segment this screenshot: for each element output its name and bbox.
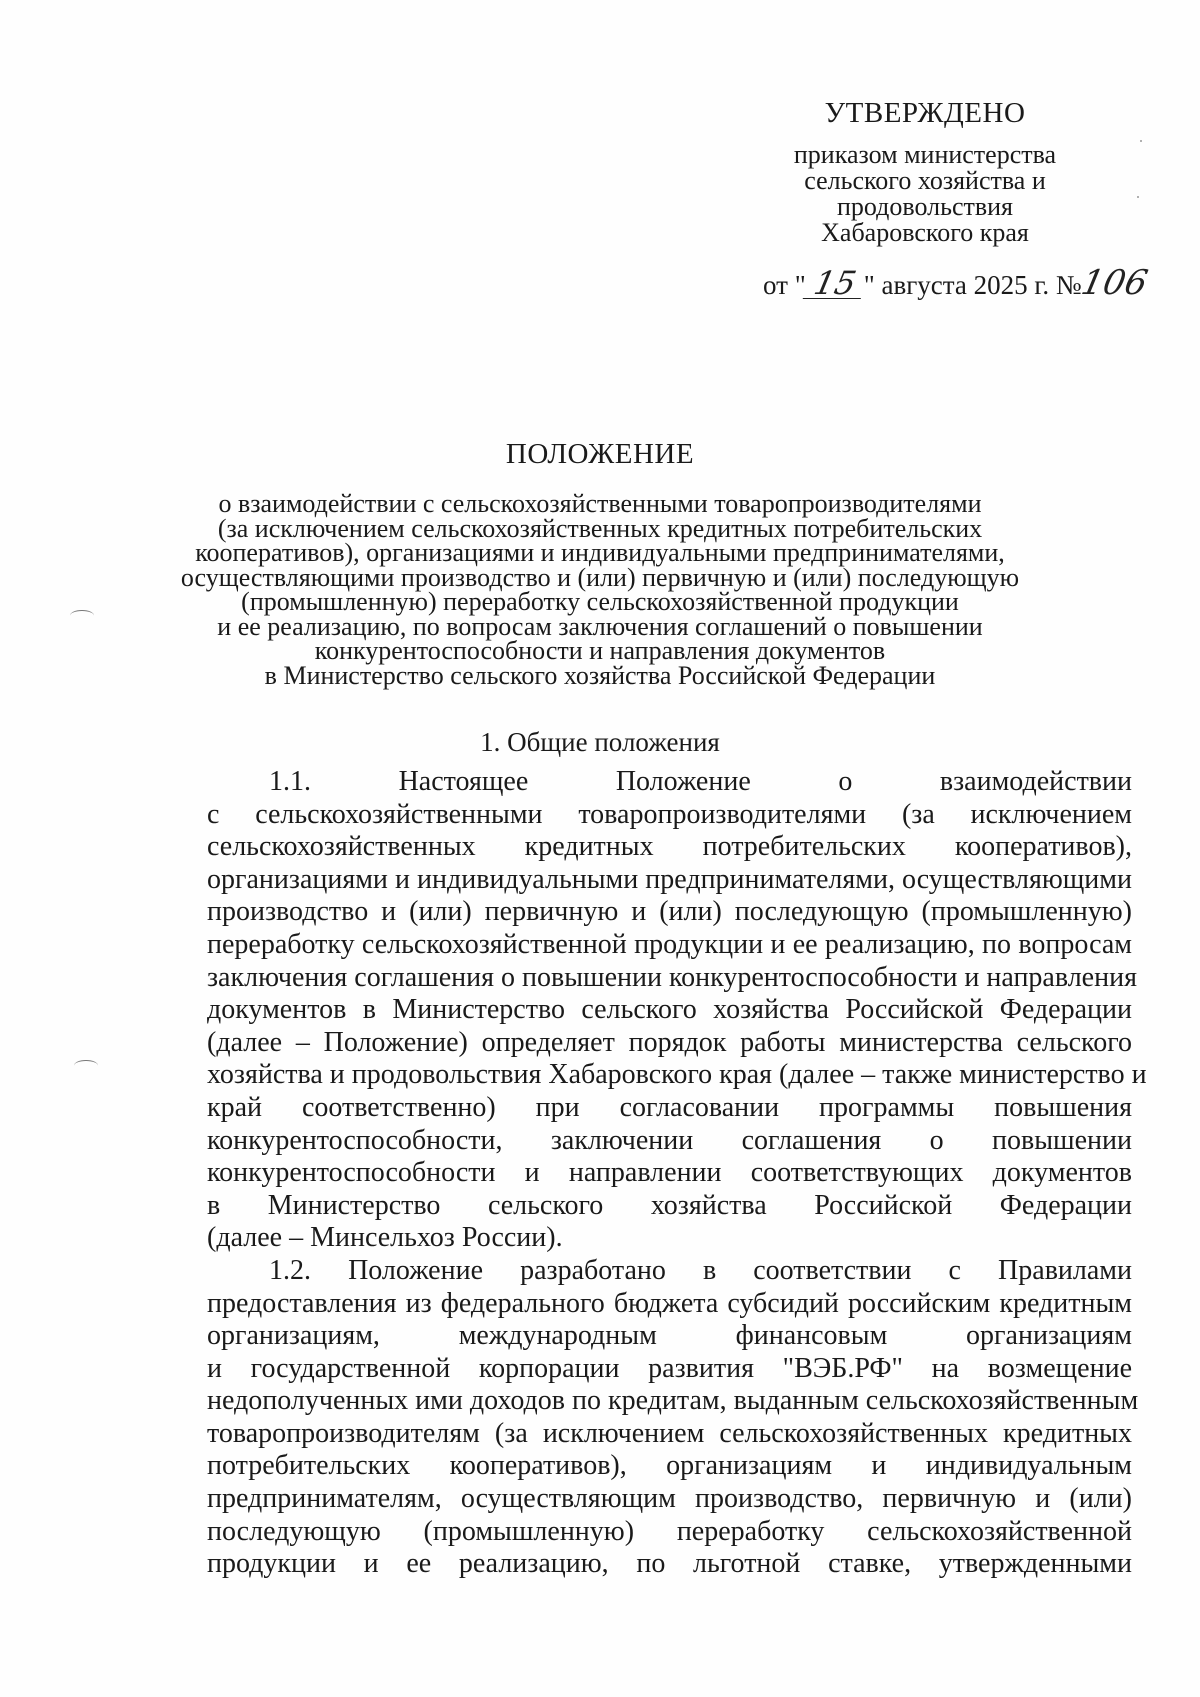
approval-line: Хабаровского края: [821, 218, 1029, 247]
scan-speck: [1140, 140, 1142, 142]
body-line: 1.1. Настоящее Положение о взаимодействии: [269, 766, 1132, 797]
document-body: [207, 766, 1147, 1581]
subtitle-line: осуществляющими производство и (или) первичную и (или) последующую: [180, 562, 1020, 592]
body-line: документов в Министерство сельского хозяйства Российской Федерации: [207, 994, 1132, 1026]
body-line: в Министерство сельского хозяйства Российской Федерации: [207, 1189, 1132, 1221]
body-line: предоставления из федерального бюджета субсидий российским кредитным: [207, 1287, 1132, 1319]
order-number-handwritten: 106: [1077, 263, 1151, 303]
approval-heading: УТВЕРЖДЕНО: [824, 97, 1026, 129]
body-line: заключения соглашения о повышении конкурентоспособности и направления: [207, 961, 1137, 993]
body-line: и государственной корпорации развития "ВЭБ.РФ" на возмещение: [207, 1352, 1132, 1384]
body-line: товаропроизводителям (за исключением сельскохозяйственных кредитных: [207, 1417, 1132, 1449]
body-line: предпринимателям, осуществляющим производство, первичную и (или): [207, 1483, 1132, 1515]
body-line: (далее – Положение) определяет порядок работы министерства сельского: [207, 1026, 1132, 1058]
body-line: 1.2. Положение разработано в соответствии с Правилами: [269, 1254, 1132, 1286]
body-line: организациями и индивидуальными предпринимателями, осуществляющими: [207, 863, 1132, 895]
scan-speck: [1137, 196, 1139, 198]
body-line: организациям, международным финансовым организациям: [207, 1320, 1132, 1352]
document-subtitle: [0, 489, 1200, 690]
order-day-handwritten: 15: [802, 268, 867, 299]
section-heading: 1. Общие положения: [480, 727, 720, 757]
body-line: потребительских кооперативов), организациям и индивидуальным: [207, 1450, 1132, 1482]
order-reference: [763, 263, 1151, 303]
body-line: конкурентоспособности, заключении соглашения о повышении: [207, 1124, 1132, 1156]
body-line: недополученных ими доходов по кредитам, выданным сельскохозяйственным: [207, 1385, 1139, 1417]
order-prefix: от ": [763, 270, 806, 300]
subtitle-line: (промышленную) переработку сельскохозяйственной продукции: [241, 587, 959, 616]
body-line: сельскохозяйственных кредитных потребительских кооперативов),: [207, 831, 1132, 863]
subtitle-line: и ее реализацию, по вопросам заключения соглашений о повышении: [217, 611, 983, 641]
body-line: производство и (или) первичную и (или) последующую (промышленную): [207, 896, 1132, 928]
body-line: конкурентоспособности и направлении соответствующих документов: [207, 1157, 1132, 1189]
subtitle-line: (за исключением сельскохозяйственных кредитных потребительских: [217, 513, 983, 543]
body-line: последующую (промышленную) переработку сельскохозяйственной: [207, 1515, 1132, 1547]
approval-line: приказом министерства: [793, 140, 1057, 169]
subtitle-line: конкурентоспособности и направления документов: [314, 636, 886, 665]
body-line: с сельскохозяйственными товаропроизводителями (за исключением: [207, 798, 1132, 830]
approval-block: [740, 97, 1110, 247]
subtitle-line: о взаимодействии с сельскохозяйственными товаропроизводителями: [218, 489, 982, 518]
scan-binding-mark: [70, 610, 94, 621]
document-title: ПОЛОЖЕНИЕ: [505, 438, 695, 470]
approval-line: сельского хозяйства и: [804, 166, 1046, 195]
approval-line: продовольствия: [836, 192, 1014, 221]
scan-binding-mark: [74, 1060, 98, 1071]
subtitle-line: кооперативов), организациями и индивидуальными предпринимателями,: [195, 538, 1005, 567]
body-line: край соответственно) при согласовании программы повышения: [207, 1091, 1132, 1123]
body-line: (далее – Минсельхоз России).: [207, 1222, 563, 1254]
order-date-text: " августа 2025 г. №: [863, 270, 1082, 300]
body-line: переработку сельскохозяйственной продукции и ее реализацию, по вопросам: [207, 928, 1132, 960]
body-line: хозяйства и продовольствия Хабаровского края (далее – также министерство и: [207, 1059, 1147, 1091]
body-line: продукции и ее реализацию, по льготной ставке, утвержденными: [207, 1548, 1132, 1580]
subtitle-line: в Министерство сельского хозяйства Российской Федерации: [264, 660, 936, 690]
